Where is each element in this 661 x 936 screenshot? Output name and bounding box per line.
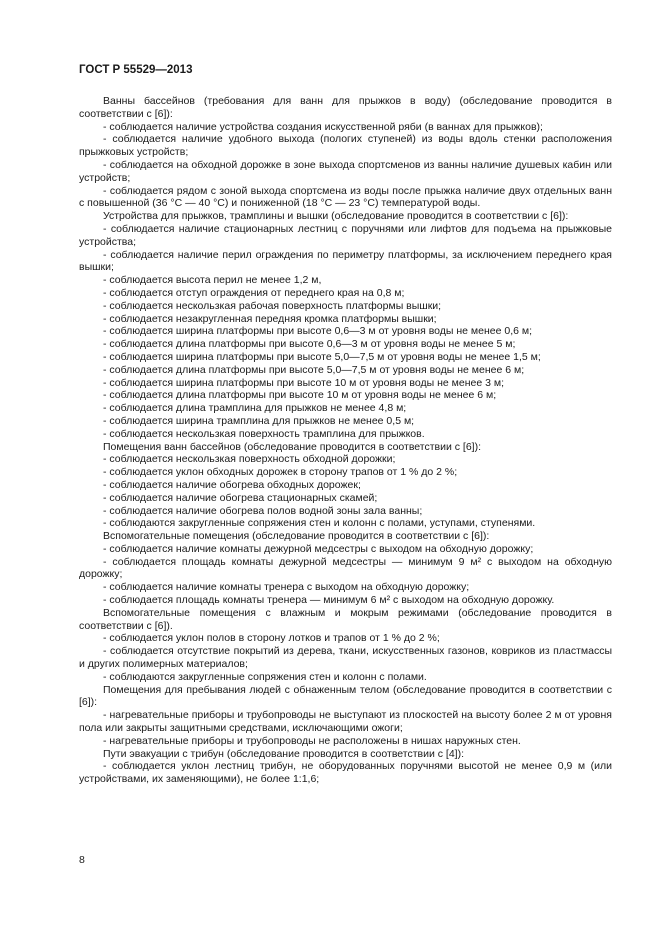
paragraph-diving-devices: Устройства для прыжков, трамплины и вышки (обследование проводится в соответствии с [6]):	[103, 210, 569, 223]
paragraph-auxiliary-rooms: Вспомогательные помещения (обследование проводится в соответствии с [6]):	[103, 530, 490, 543]
list-item: - соблюдается длина платформы при высоте 5,0—7,5 м от уровня воды не менее 6 м;	[103, 363, 525, 376]
list-item: - соблюдается площадь комнаты дежурной медсестры — минимум 9 м² с выходом на обходную дорожку;	[79, 555, 612, 581]
list-item: - соблюдается ширина платформы при высоте 0,6—3 м от уровня воды не менее 0,6 м;	[103, 325, 533, 338]
list-item: - соблюдается отступ ограждения от переднего края на 0,8 м;	[103, 286, 405, 299]
list-item: - соблюдается уклон полов в сторону лотков и трапов от 1 % до 2 %;	[103, 632, 440, 645]
paragraph-pool-rooms: Помещения ванн бассейнов (обследование проводится в соответствии с [6]):	[103, 440, 482, 453]
document-header: ГОСТ Р 55529—2013	[79, 64, 193, 76]
list-item: - соблюдается наличие обогрева полов водной зоны зала ванны;	[103, 504, 423, 517]
list-item: - соблюдается отсутствие покрытий из дерева, ткани, искусственных газонов, ковриков из пластмассы и других полимерных материалов;	[79, 645, 612, 671]
paragraph-pool-requirements: Ванны бассейнов (требования для ванн для прыжков в воду) (обследование проводится в соответствии с [6]):	[79, 95, 612, 120]
list-item: - соблюдается нескользкая поверхность трамплина для прыжков.	[103, 427, 425, 440]
paragraph-wet-rooms: Вспомогательные помещения с влажным и мокрым режимами (обследование проводится в соответствии с [6]).	[79, 606, 612, 632]
list-item: - соблюдается наличие устройства создания искусственной ряби (в ваннах для прыжков);	[103, 120, 543, 133]
list-item: - соблюдается на обходной дорожке в зоне выхода спортсменов из ванны наличие душевых кабин или устройств;	[79, 158, 612, 184]
list-item: - соблюдается наличие обогрева обходных дорожек;	[103, 478, 361, 491]
list-item: - соблюдается уклон лестниц трибун, не оборудованных поручнями высотой не менее 0,9 м (или устройствами, их заменяющими), не более 1:1,6;	[79, 760, 612, 786]
list-item: - соблюдается длина платформы при высоте 0,6—3 м от уровня воды не менее 5 м;	[103, 338, 516, 351]
paragraph-evacuation: Пути эвакуации с трибун (обследование проводится в соответствии с [4]):	[103, 747, 464, 760]
page-number: 8	[79, 854, 85, 866]
paragraph-undressed-rooms: Помещения для пребывания людей с обнаженным телом (обследование проводится в соответствии с [6]):	[79, 683, 612, 709]
list-item: - нагревательные приборы и трубопроводы не расположены в нишах наружных стен.	[103, 734, 521, 747]
document-body	[79, 95, 612, 786]
list-item: - соблюдаются закругленные сопряжения стен и колонн с полами.	[103, 670, 427, 683]
list-item: - соблюдается наличие комнаты тренера с выходом на обходную дорожку;	[103, 581, 470, 594]
list-item: - соблюдается уклон обходных дорожек в сторону трапов от 1 % до 2 %;	[103, 466, 458, 479]
list-item: - соблюдается ширина платформы при высоте 5,0—7,5 м от уровня воды не менее 1,5 м;	[103, 350, 541, 363]
list-item: - соблюдается рядом с зоной выхода спортсмена из воды после прыжка наличие двух отдельных ванн с повышенной (36 °С — 40 °С) и пониженной (18 °С — 23 °С) температурой воды.	[79, 184, 612, 210]
list-item: - соблюдается нескользкая поверхность обходной дорожки;	[103, 453, 396, 466]
list-item: - соблюдается наличие удобного выхода (пологих ступеней) из воды вдоль стенки расположения прыжковых устройств;	[79, 133, 612, 159]
list-item: - соблюдается нескользкая рабочая поверхность платформы вышки;	[103, 299, 442, 312]
list-item: - соблюдается наличие перил ограждения по периметру платформы, за исключением переднего края вышки;	[79, 248, 612, 274]
list-item: - соблюдается наличие обогрева стационарных скамей;	[103, 491, 378, 504]
list-item: - соблюдается ширина платформы при высоте 10 м от уровня воды не менее 3 м;	[103, 376, 504, 389]
list-item: - соблюдается длина трамплина для прыжков не менее 4,8 м;	[103, 402, 407, 415]
list-item: - соблюдается наличие стационарных лестниц с поручнями или лифтов для подъема на прыжковые устройства;	[79, 222, 612, 248]
list-item: - соблюдается незакругленная передняя кромка платформы вышки;	[103, 312, 437, 325]
list-item: - соблюдаются закругленные сопряжения стен и колонн с полами, уступами, ступенями.	[103, 517, 536, 530]
list-item: - соблюдается площадь комнаты тренера — минимум 6 м² с выходом на обходную дорожку.	[103, 594, 555, 607]
list-item: - соблюдается наличие комнаты дежурной медсестры с выходом на обходную дорожку;	[103, 542, 534, 555]
list-item: - нагревательные приборы и трубопроводы не выступают из плоскостей на высоту более 2 м от уровня пола или закрыты защитными средствами, исключающими ожоги;	[79, 709, 612, 735]
list-item: - соблюдается высота перил не менее 1,2 м,	[103, 274, 322, 287]
list-item: - соблюдается длина платформы при высоте 10 м от уровня воды не менее 6 м;	[103, 389, 497, 402]
list-item: - соблюдается ширина трамплина для прыжков не менее 0,5 м;	[103, 414, 415, 427]
